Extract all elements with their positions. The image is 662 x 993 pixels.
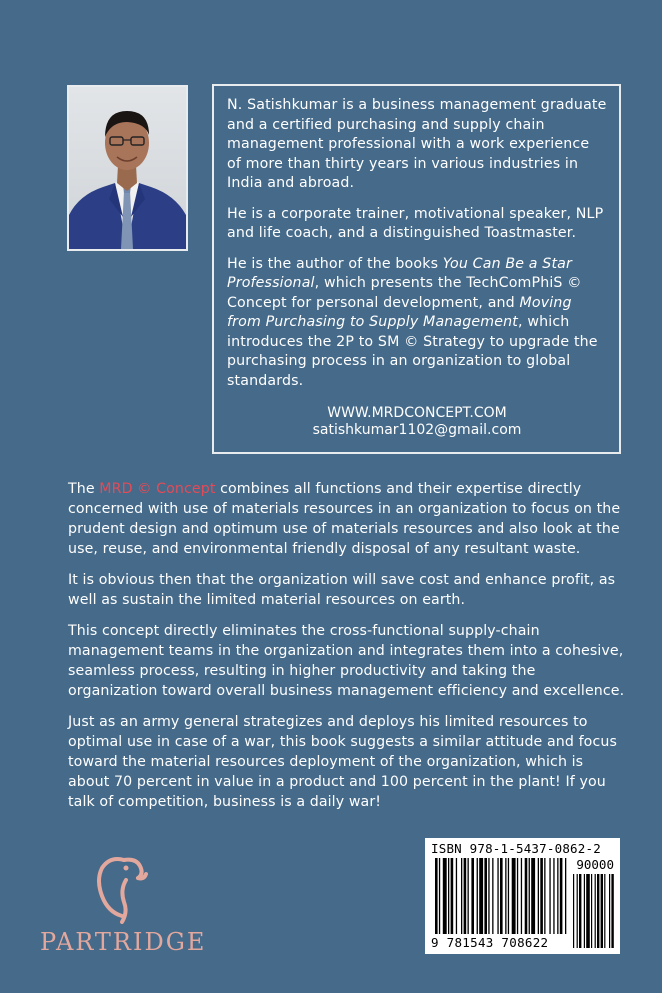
barcode-bar <box>553 858 554 934</box>
description-paragraph-1: The MRD © Concept combines all functions and their expertise directly concerned with use of materials resources in an organization to focus on the prudent design and optimum use of materials resources and also look at the use, reuse, and environmental friendly disposal of any resultant waste. <box>68 481 621 557</box>
barcode-bar <box>488 858 489 934</box>
description-paragraph-2: It is obvious then that the organization will save cost and enhance profit, as well as sustain the limited material resources on earth. <box>68 572 616 608</box>
barcode-bar <box>477 858 478 934</box>
barcode-bar <box>508 858 509 934</box>
barcode-bar <box>512 858 516 934</box>
barcode-bar <box>505 858 506 934</box>
addon-bar <box>584 874 585 948</box>
publisher-logo <box>40 850 220 960</box>
barcode-bar <box>525 858 528 934</box>
bio-paragraph-2: He is a corporate trainer, motivational speaker, NLP and life coach, and a distinguished Toastmaster. <box>227 205 604 241</box>
barcode-bar <box>492 858 493 934</box>
barcode-bar <box>531 858 535 934</box>
book-title-1: You Can Be a Star Professional <box>227 255 572 291</box>
author-bio-box <box>212 84 621 454</box>
barcode-bar <box>500 858 503 934</box>
barcode-bar <box>517 858 518 934</box>
barcode-bar <box>544 858 545 934</box>
addon-bar <box>591 874 592 948</box>
addon-bar <box>577 874 578 948</box>
barcode-bar <box>464 858 467 934</box>
barcode-bar <box>451 858 454 934</box>
barcode-digits: 9 781543 708622 <box>431 935 549 950</box>
barcode-bar <box>443 858 447 934</box>
barcode-bar <box>557 858 558 934</box>
barcode-bar <box>565 858 566 934</box>
brand-concept: MRD © Concept <box>99 481 216 497</box>
book-description <box>68 479 628 823</box>
barcode-bar <box>529 858 530 934</box>
email-link[interactable]: satishkumar1102@gmail.com <box>312 422 522 438</box>
description-paragraph-3: This concept directly eliminates the cross-functional supply-chain management teams in the organization and integrates them into a cohesive, seamless process, resulting in higher productivity and taking the organization toward overall business management efficiency and excellence. <box>68 623 625 699</box>
barcode-bar <box>435 858 438 934</box>
website-link[interactable]: WWW.MRDCONCEPT.COM <box>327 405 507 421</box>
barcode-bar <box>560 858 563 934</box>
barcode-bar <box>456 858 457 934</box>
bio-paragraph-1: N. Satishkumar is a business management graduate and a certified purchasing and supply chain management professional with a work experience of more than thirty years in various industries in India and abroad. <box>227 97 607 191</box>
addon-bar <box>595 874 596 948</box>
contact-info <box>227 405 607 439</box>
barcode-bar <box>549 858 550 934</box>
barcode-bar <box>538 858 539 934</box>
bio-paragraph-3: He is the author of the books You Can Be a Star Professional, which presents the TechComPhiS © Concept for personal development, and Moving from Purchasing to Supply Management, which introduces the 2P to SM © Strategy to upgrade the purchasing process in an organization to global standards. <box>227 255 598 389</box>
isbn-barcode <box>425 838 620 954</box>
addon-bar <box>597 874 599 948</box>
author-photo <box>67 85 188 251</box>
barcode-bar <box>461 858 462 934</box>
addon-bar <box>579 874 581 948</box>
partridge-bird-icon <box>40 850 220 930</box>
barcode-bar <box>448 858 449 934</box>
addon-bar <box>586 874 590 948</box>
addon-bar <box>609 874 610 948</box>
addon-bar <box>611 874 613 948</box>
barcode-bar <box>521 858 522 934</box>
barcode-bar <box>484 858 487 934</box>
author-portrait-image <box>69 87 186 249</box>
barcode-bar <box>471 858 474 934</box>
description-paragraph-4: Just as an army general strategizes and deploys his limited resources to optimal use in case of a war, this book suggests a similar attitude and focus toward the material resources deployment of the organization, which is about 70 percent in value in a product and 100 percent in the plant! If you talk of competition, business is a daily war! <box>68 714 617 810</box>
price-code: 90000 <box>576 857 614 872</box>
addon-bar <box>573 874 574 948</box>
barcode-bar <box>540 858 543 934</box>
addon-bar <box>601 874 603 948</box>
barcode-bar <box>439 858 440 934</box>
book-title-2: Moving from Purchasing to Supply Management <box>227 294 572 330</box>
barcode-bar <box>468 858 469 934</box>
barcode-bar <box>479 858 483 934</box>
barcode-bar <box>497 858 498 934</box>
isbn-number: ISBN 978-1-5437-0862-2 <box>431 841 601 856</box>
addon-bar <box>604 874 605 948</box>
publisher-name: PARTRIDGE <box>40 928 207 956</box>
